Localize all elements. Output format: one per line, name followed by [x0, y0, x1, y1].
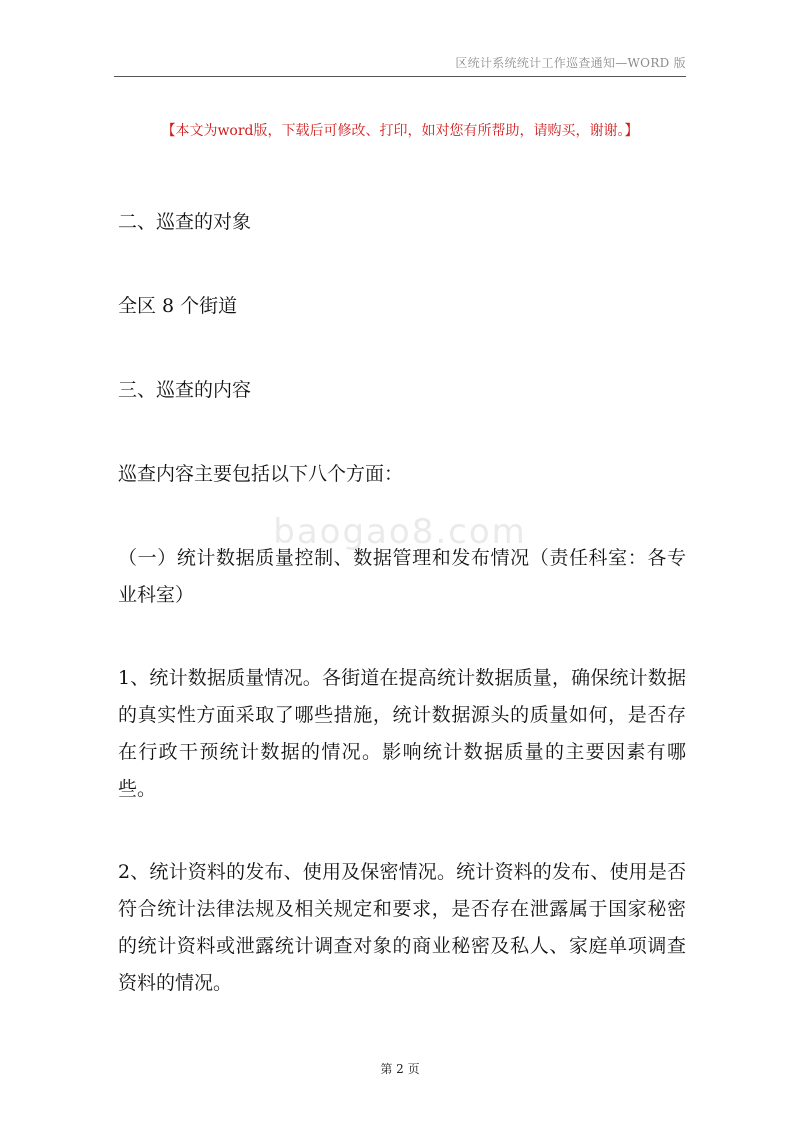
page-header: 区统计系统统计工作巡查通知—WORD 版	[455, 56, 686, 70]
download-notice: 【本文为word版，下载后可修改、打印，如对您有所帮助，请购买，谢谢。】	[161, 123, 639, 139]
section-heading-targets: 二、巡查的对象	[118, 211, 252, 233]
paragraph-item-1: 1、统计数据质量情况。各街道在提高统计数据质量，确保统计数据的真实性方面采取了哪些措施，统计数据源头的质量如何，是否存在行政干预统计数据的情况。影响统计数据质量的主要因素有哪些。	[118, 667, 686, 800]
paragraph-content-intro: 巡查内容主要包括以下八个方面：	[118, 463, 404, 485]
subsection-heading-1: （一）统计数据质量控制、数据管理和发布情况（责任科室：各专业科室）	[118, 547, 686, 606]
page-number: 第 2 页	[380, 1062, 420, 1076]
header-rule	[114, 76, 686, 77]
paragraph-targets: 全区 8 个街道	[118, 295, 238, 317]
paragraph-item-2: 2、统计资料的发布、使用及保密情况。统计资料的发布、使用是否符合统计法律法规及相关规定和要求，是否存在泄露属于国家秘密的统计资料或泄露统计调查对象的商业秘密及私人、家庭单项调查资料的情况。	[118, 861, 686, 994]
section-heading-content: 三、巡查的内容	[118, 379, 252, 401]
document-body	[118, 204, 686, 1002]
watermark: baogao8.com	[273, 512, 527, 552]
